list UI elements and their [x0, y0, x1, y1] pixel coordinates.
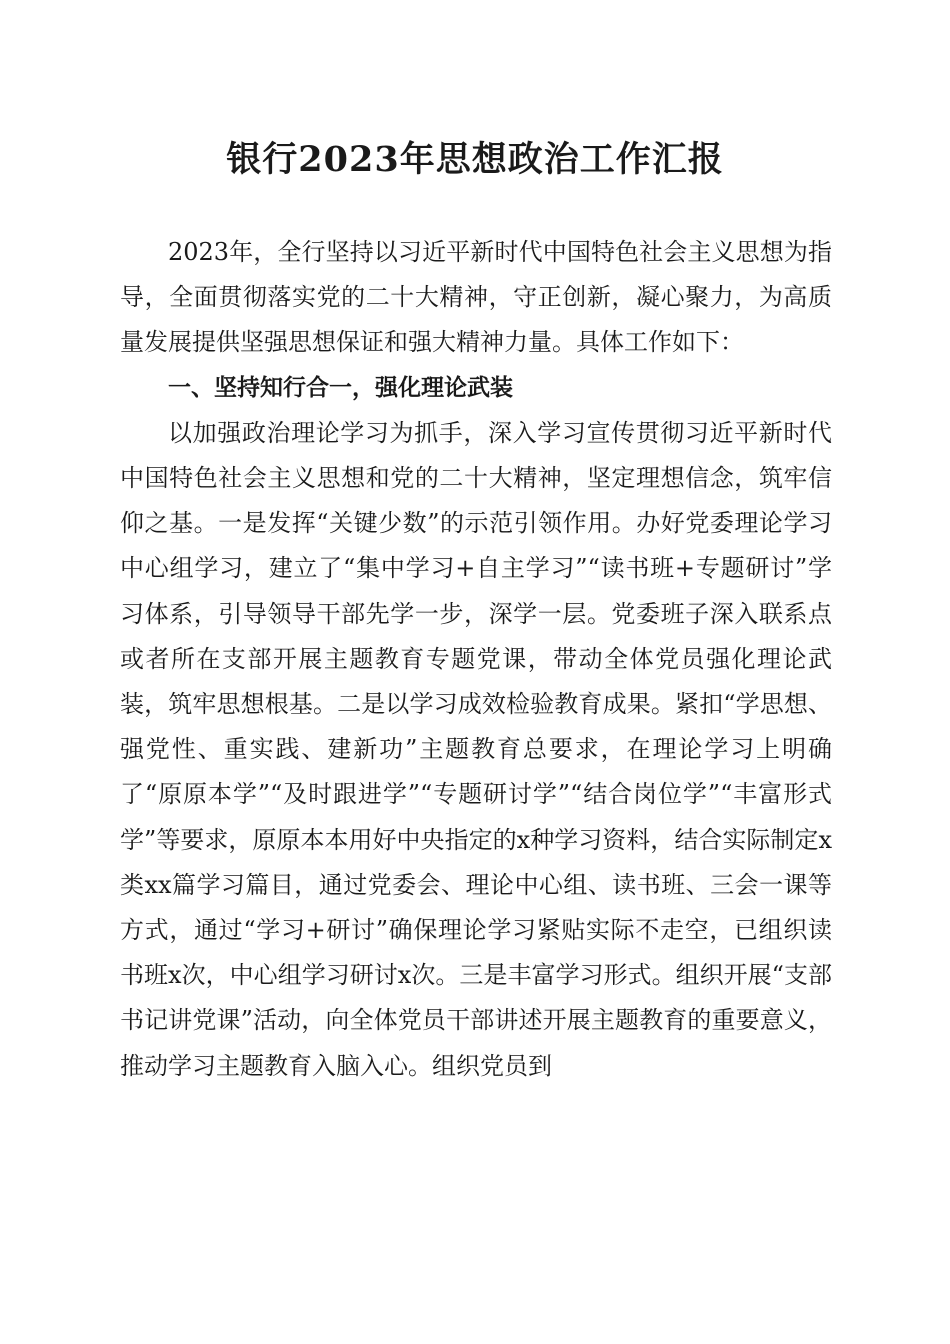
- section-paragraph-1: 以加强政治理论学习为抓手，深入学习宣传贯彻习近平新时代中国特色社会主义思想和党的二十大精神，坚定理想信念，筑牢信仰之基。一是发挥“关键少数”的示范引领作用。办好党委理论学习中心组学习，建立了“集中学习+自主学习”“读书班+专题研讨”学习体系，引导领导干部先学一步，深学一层。党委班子深入联系点或者所在支部开展主题教育专题党课，带动全体党员强化理论武装，筑牢思想根基。二是以学习成效检验教育成果。紧扣“学思想、强党性、重实践、建新功”主题教育总要求，在理论学习上明确了“原原本学”“及时跟进学”“专题研讨学”“结合岗位学”“丰富形式学”等要求，原原本本用好中央指定的x种学习资料，结合实际制定x类xx篇学习篇目，通过党委会、理论中心组、读书班、三会一课等方式，通过“学习+研讨”确保理论学习紧贴实际不走空，已组织读书班x次，中心组学习研讨x次。三是丰富学习形式。组织开展“支部书记讲党课”活动，向全体党员干部讲述开展主题教育的重要意义，推动学习主题教育入脑入心。组织党员到: [120, 418, 832, 1080]
- intro-paragraph: 2023年，全行坚持以习近平新时代中国特色社会主义思想为指导，全面贯彻落实党的二十大精神，守正创新，凝心聚力，为高质量发展提供坚强思想保证和强大精神力量。具体工作如下：: [120, 238, 832, 357]
- document-body: [120, 230, 832, 1089]
- document-title: 银行2023年思想政治工作汇报: [226, 139, 724, 180]
- section-heading-1: 一、坚持知行合一，强化理论武装: [168, 374, 513, 401]
